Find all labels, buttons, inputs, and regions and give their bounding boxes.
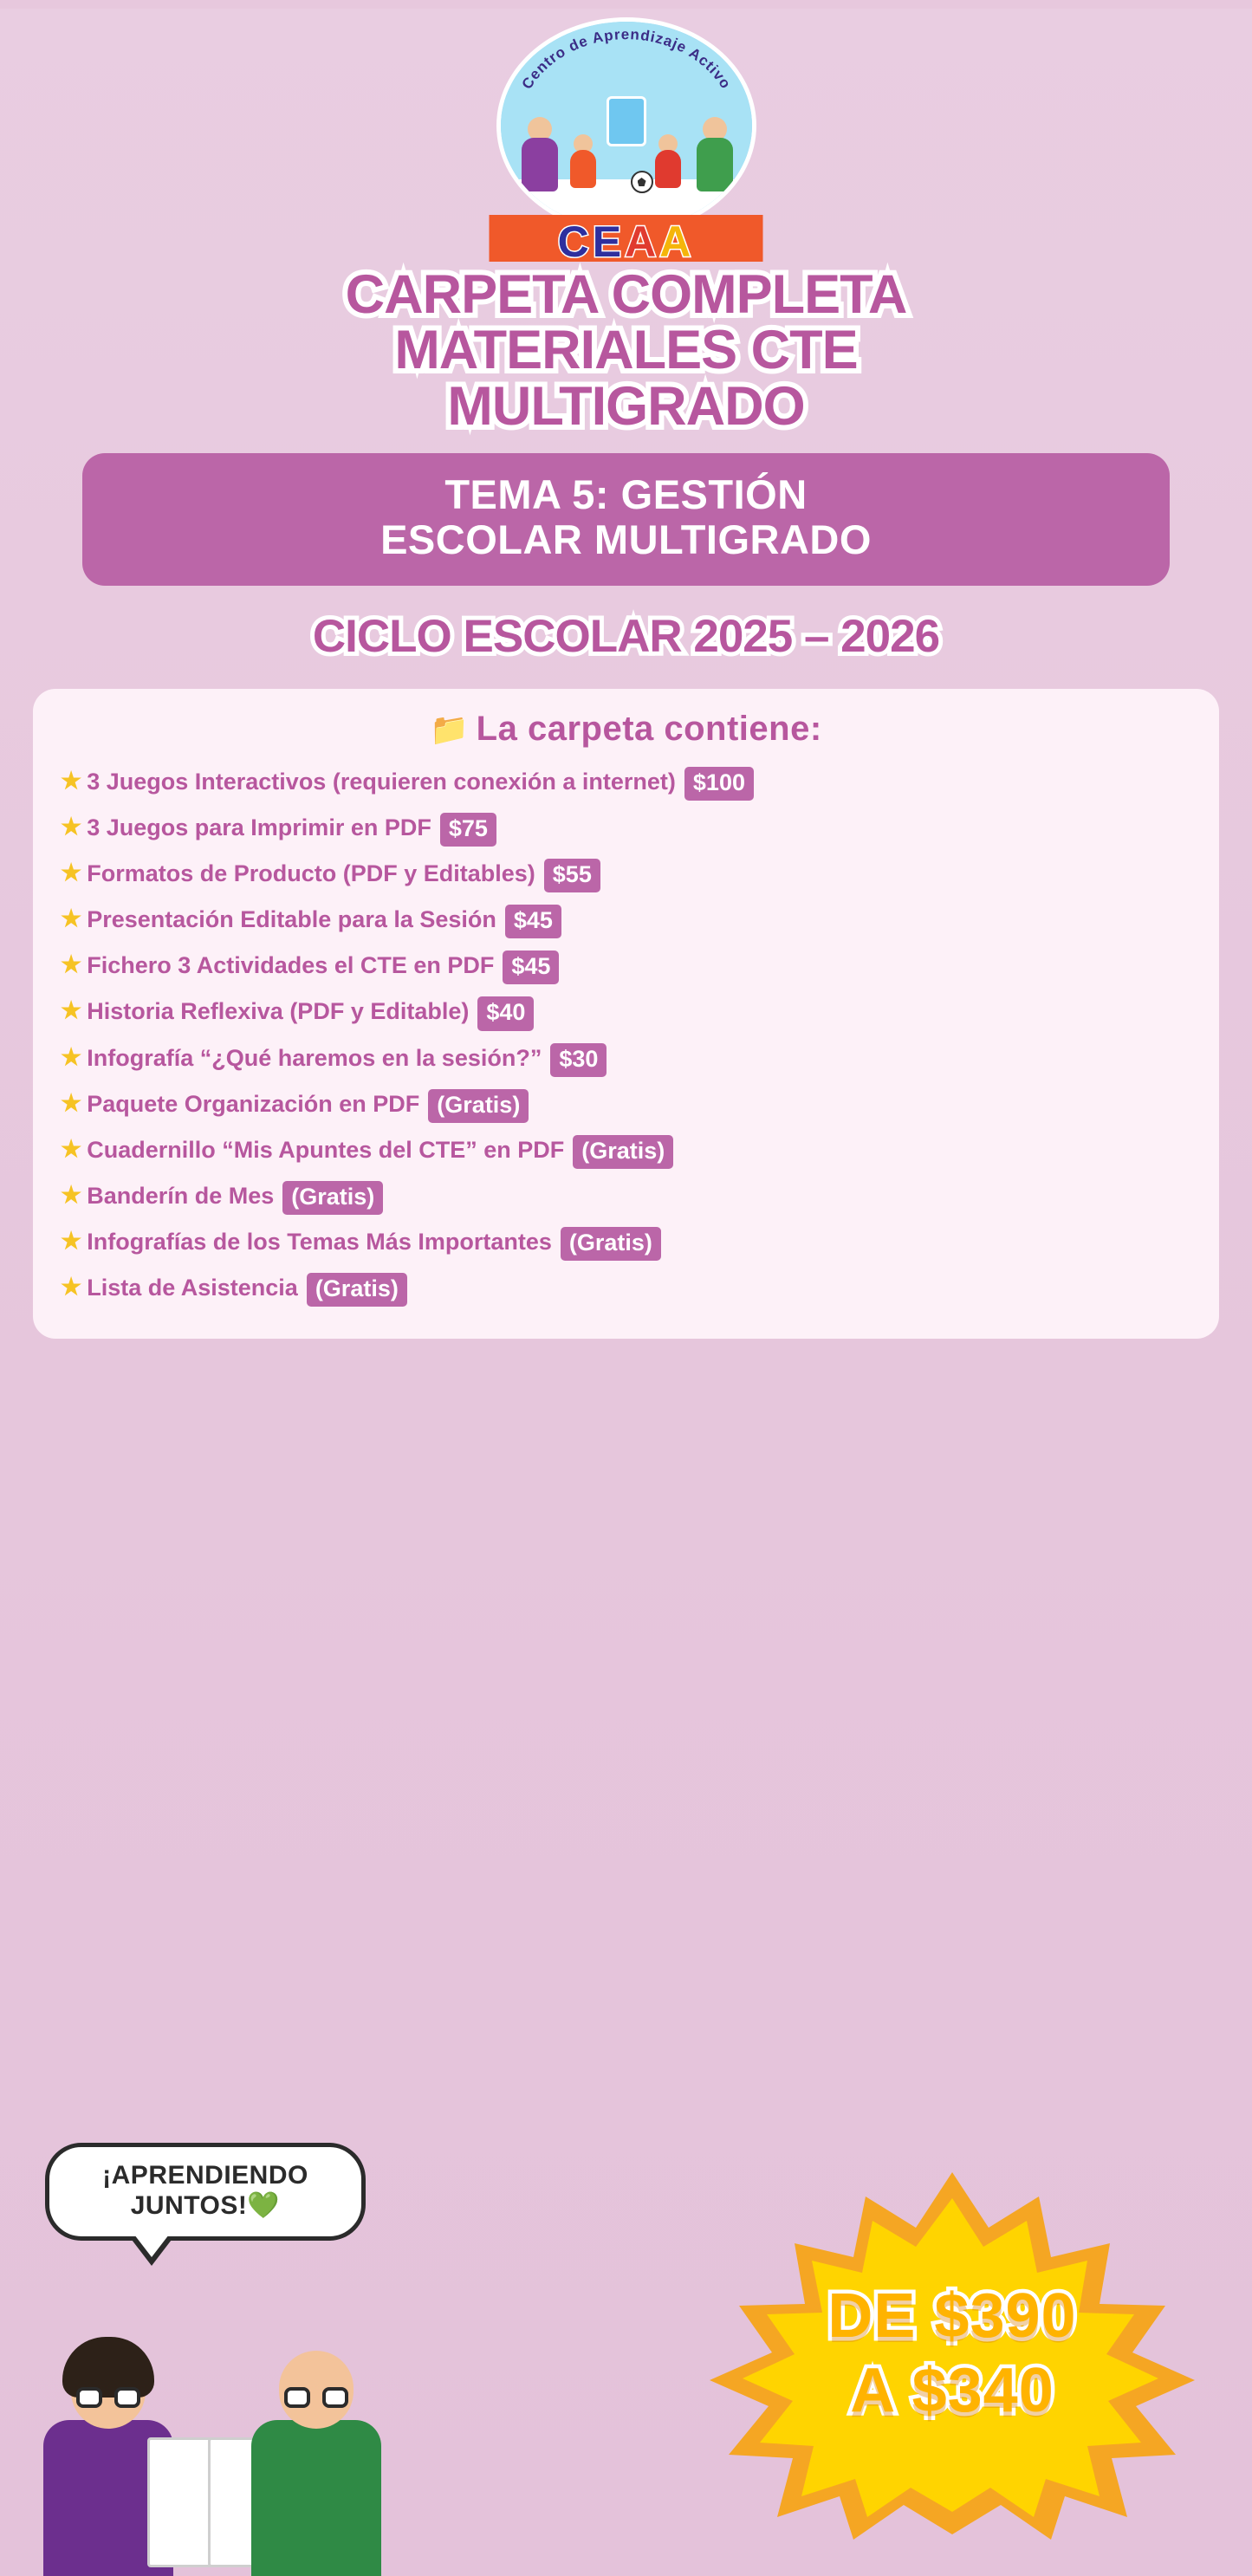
- list-item: [55, 1175, 1197, 1221]
- star-icon: ★: [61, 1089, 82, 1116]
- list-item: [55, 1037, 1197, 1083]
- list-item-label: Formatos de Producto (PDF y Editables): [87, 860, 535, 887]
- star-icon: ★: [61, 860, 82, 886]
- list-item-label: Historia Reflexiva (PDF y Editable): [87, 998, 470, 1025]
- list-item-price: (Gratis): [573, 1135, 673, 1169]
- figure-teacher-female: [522, 117, 558, 191]
- school-cycle: CICLO ESCOLAR 2025 – 2026: [312, 611, 940, 662]
- speech-bubble: [45, 2143, 366, 2241]
- ceaa-letter-4: A: [659, 217, 695, 266]
- page-title: [0, 264, 1252, 437]
- list-item-label: Paquete Organización en PDF: [87, 1090, 420, 1117]
- list-item-label: 3 Juegos para Imprimir en PDF: [87, 814, 431, 841]
- logo: [479, 9, 774, 277]
- list-item-label: Fichero 3 Actividades el CTE en PDF: [87, 952, 495, 979]
- contents-title: [55, 710, 1197, 749]
- star-icon: ★: [61, 997, 82, 1024]
- theme-banner: [82, 453, 1170, 586]
- list-item-label: Presentación Editable para la Sesión: [87, 906, 496, 933]
- figure-child-2: [655, 134, 681, 188]
- theme-line-2: ESCOLAR MULTIGRADO: [380, 516, 872, 563]
- folder-icon: 📁: [430, 711, 470, 747]
- heart-icon: 💚: [247, 2191, 281, 2220]
- contents-list: [55, 761, 1197, 1313]
- star-icon: ★: [61, 1043, 82, 1070]
- star-icon: ★: [61, 814, 82, 840]
- list-item-label: Banderín de Mes: [87, 1182, 275, 1209]
- list-item: [55, 944, 1197, 990]
- page-title-line-3: MULTIGRADO: [447, 375, 805, 437]
- list-item-label: Infografías de los Temas Más Importantes: [87, 1228, 552, 1255]
- page-title-line-2: MATERIALES CTE: [394, 320, 858, 381]
- list-item-label: Cuadernillo “Mis Apuntes del CTE” en PDF: [87, 1136, 565, 1163]
- list-item: [55, 1267, 1197, 1313]
- list-item-price: $55: [544, 859, 600, 892]
- list-item-price: $45: [503, 951, 559, 984]
- contents-card: [33, 689, 1219, 1339]
- glasses-icon: [284, 2387, 348, 2408]
- speech-line-2: [65, 2190, 346, 2221]
- list-item-price: (Gratis): [282, 1181, 383, 1215]
- list-item-label: 3 Juegos Interactivos (requieren conexión a internet): [87, 769, 676, 795]
- figure-torso: [251, 2420, 381, 2576]
- glasses-icon: [76, 2387, 140, 2408]
- star-icon: ★: [61, 768, 82, 794]
- list-item: [55, 1221, 1197, 1267]
- logo-illustration: [496, 17, 756, 234]
- star-icon: ★: [61, 1181, 82, 1208]
- list-item: [55, 761, 1197, 807]
- ceaa-banner: [490, 210, 763, 267]
- list-item: [55, 990, 1197, 1036]
- figure-teacher-male: [697, 117, 733, 191]
- figure-head: [71, 2351, 146, 2429]
- figure-head: [279, 2351, 354, 2429]
- star-icon: ★: [61, 951, 82, 978]
- footer-section: [0, 2117, 1252, 2576]
- figure-child-1: [570, 134, 596, 188]
- contents-title-label: La carpeta contiene:: [476, 710, 822, 748]
- list-item-label: Infografía “¿Qué haremos en la sesión?”: [87, 1044, 542, 1071]
- ceaa-letter-2: E: [592, 217, 626, 266]
- ceaa-letter-3: A: [625, 217, 660, 266]
- speech-line-1: ¡APRENDIENDO: [102, 2161, 308, 2190]
- list-item-price: (Gratis): [561, 1227, 661, 1261]
- theme-line-1: TEMA 5: GESTIÓN: [444, 470, 808, 517]
- list-item: [55, 1083, 1197, 1129]
- offer-text: [684, 2167, 1221, 2540]
- tablet-icon: [607, 96, 646, 146]
- list-item-price: $30: [550, 1043, 607, 1077]
- list-item-price: (Gratis): [307, 1273, 407, 1307]
- list-item-price: $45: [505, 905, 561, 938]
- list-item: [55, 807, 1197, 853]
- price-burst: [684, 2167, 1221, 2540]
- figure-male-teacher: [251, 2351, 381, 2576]
- star-icon: ★: [61, 1227, 82, 1254]
- ceaa-letters: [490, 217, 763, 267]
- logo-arc-label: Centro de Aprendizaje Activo: [518, 26, 735, 93]
- speech-line-2-label: JUNTOS!: [130, 2191, 248, 2220]
- offer-line-1: DE $390: [827, 2281, 1077, 2351]
- list-item-price: (Gratis): [428, 1089, 529, 1123]
- list-item-price: $40: [477, 996, 534, 1030]
- illustration-teachers: [26, 2273, 477, 2576]
- list-item-price: $100: [684, 767, 754, 801]
- page-title-line-1: CARPETA COMPLETA: [345, 264, 907, 325]
- list-item-label: Lista de Asistencia: [87, 1275, 298, 1301]
- list-item: [55, 853, 1197, 899]
- list-item: [55, 899, 1197, 944]
- star-icon: ★: [61, 1135, 82, 1162]
- star-icon: ★: [61, 1274, 82, 1301]
- list-item: [55, 1129, 1197, 1175]
- offer-line-2: A $340: [850, 2356, 1054, 2425]
- list-item-price: $75: [440, 813, 496, 847]
- ceaa-letter-1: C: [557, 217, 593, 266]
- soccer-ball-icon: [631, 171, 653, 193]
- star-icon: ★: [61, 905, 82, 932]
